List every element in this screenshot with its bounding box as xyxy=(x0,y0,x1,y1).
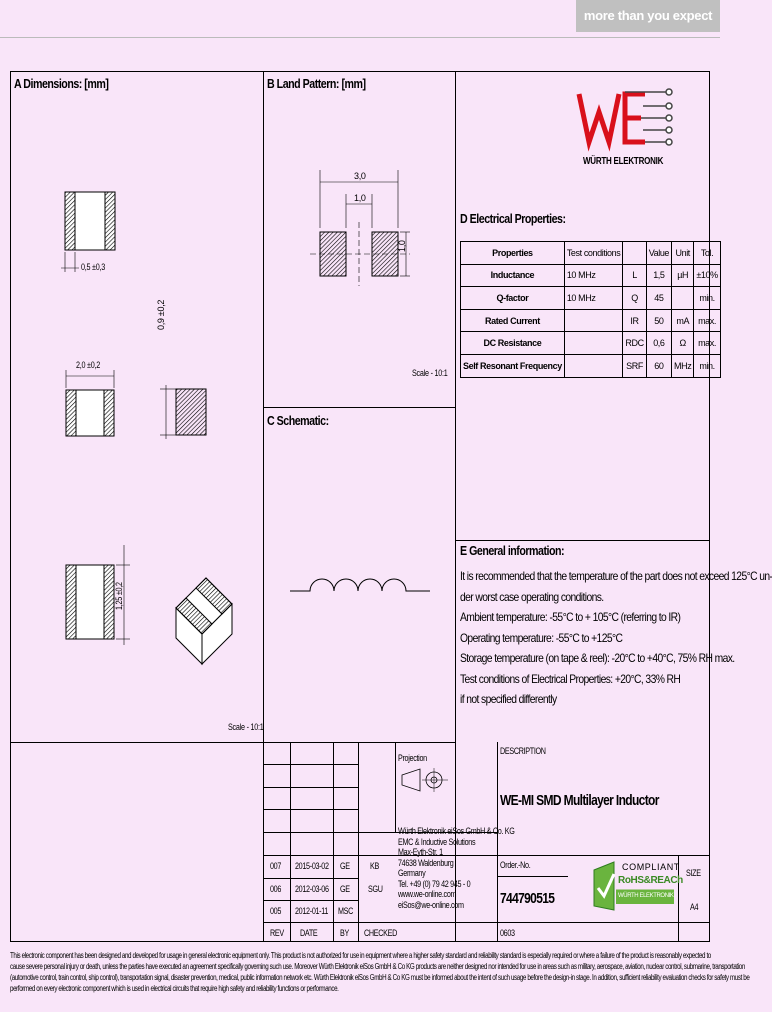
header-symbol xyxy=(623,242,646,265)
header-value: Value xyxy=(646,242,671,265)
tb-row-line xyxy=(263,809,358,810)
size-code: A4 xyxy=(690,902,699,912)
divider-d-e xyxy=(455,540,710,541)
rev-checked: SGU xyxy=(368,884,383,894)
rev-header: BY xyxy=(340,928,349,938)
rev-header: REV xyxy=(270,928,284,938)
section-general-title: E General information: xyxy=(460,543,565,558)
rev-date: 2015-03-02 xyxy=(295,861,329,871)
rev-date: 2012-01-11 xyxy=(295,906,329,916)
section-dimensions-title: A Dimensions: [mm] xyxy=(14,76,109,91)
disclaimer-line: This electronic component has been designed and developed for usage in general electronic equipment only. This product is not authorized for use in equipment where a higher safety standard and reliability standard is especially required or where a failure of the product is reasonably expected to xyxy=(10,951,711,960)
size-label: SIZE xyxy=(686,868,701,878)
rev-number: 006 xyxy=(270,884,282,894)
disclaimer-block xyxy=(10,950,750,994)
rev-by: GE xyxy=(340,884,350,894)
cell-value: 45 xyxy=(646,287,671,310)
header-test-conditions: Test conditions xyxy=(564,242,623,265)
dimension-drawing-bottom xyxy=(60,545,140,645)
cell-value: 1,5 xyxy=(646,264,671,287)
cell-condition xyxy=(564,354,623,377)
projection-symbol-icon xyxy=(400,765,450,795)
cell-unit: Ω xyxy=(672,332,694,355)
divider-titleblock xyxy=(10,742,456,743)
cell-property: Q-factor xyxy=(461,287,565,310)
cell-condition: 10 MHz xyxy=(564,264,623,287)
logo-brand-text: WÜRTH ELEKTRONIK xyxy=(583,156,664,167)
land-label-total: 3,0 xyxy=(354,171,366,181)
description-label: DESCRIPTION xyxy=(500,746,546,756)
rev-number: 007 xyxy=(270,861,282,871)
disclaimer-line: (automotive control, train control, ship control), transportation signal, disaster prevention, medical, public information network etc. Würth Elektronik eiSos GmbH & Co KG must be informed about the intent of such usage before the design-in stage. In addition, sufficient reliability evaluation checks for safety must be xyxy=(10,973,750,982)
order-label: Order.-No. xyxy=(500,860,531,870)
dim-label-length: 2,0 ±0,2 xyxy=(76,360,101,370)
disclaimer-line: cause severe personal injury or death, unless the parties have executed an agreement specifically governing such use. Moreover Würth Elektronik eiSos GmbH & Co KG products are neither designed nor intended for use in areas such as military, aerospace, aviation, nuclear control, submarine, transportation xyxy=(10,962,745,971)
table-row xyxy=(461,309,721,332)
cell-tolerance: max. xyxy=(694,309,720,332)
address-line: Max-Eyth-Str. 1 xyxy=(398,847,443,857)
cell-property: Self Resonant Frequency xyxy=(461,354,565,377)
cell-property: Rated Current xyxy=(461,309,565,332)
cell-symbol: L xyxy=(623,264,646,287)
tb-col-line xyxy=(395,742,396,832)
cell-symbol: Q xyxy=(623,287,646,310)
dim-scale-label: Scale - 10:1 xyxy=(228,722,264,732)
address-line: Tel. +49 (0) 79 42 945 - 0 xyxy=(398,878,471,889)
cell-value: 50 xyxy=(646,309,671,332)
rev-date: 2012-03-06 xyxy=(295,884,329,894)
land-pattern-drawing xyxy=(310,170,420,290)
general-info-line: Ambient temperature: -55°C to + 105°C (referring to IR) xyxy=(460,610,681,624)
general-info-line: Test conditions of Electrical Properties: +20°C, 33% RH xyxy=(460,671,681,686)
dim-label-height: 0,9 ±0,2 xyxy=(156,299,166,330)
cell-condition xyxy=(564,332,623,355)
general-info-line: der worst case operating conditions. xyxy=(460,589,604,604)
address-line: 74638 Waldenburg xyxy=(398,857,454,868)
cell-value: 0,6 xyxy=(646,332,671,355)
divider-b-c xyxy=(263,407,455,408)
address-line: www.we-online.com xyxy=(398,889,457,899)
cell-condition xyxy=(564,309,623,332)
wurth-logo-icon xyxy=(575,82,685,154)
general-info-line: if not specified differently xyxy=(460,692,557,706)
rev-header: CHECKED xyxy=(364,928,397,938)
address-line: Würth Elektronik eiSos GmbH & Co. KG xyxy=(398,826,515,836)
rohs-label: RoHS&REACh xyxy=(618,875,683,886)
land-label-height: 1,0 xyxy=(397,240,407,252)
table-row xyxy=(461,354,721,377)
header-properties: Properties xyxy=(461,242,565,265)
cell-unit: µH xyxy=(672,264,694,287)
table-row xyxy=(461,264,721,287)
tagline-banner: more than you expect xyxy=(576,0,720,32)
tb-row-line xyxy=(263,764,358,765)
cell-tolerance: ±10% xyxy=(694,264,720,287)
cell-symbol: SRF xyxy=(623,354,646,377)
dimension-drawing-side xyxy=(160,385,220,445)
section-land-pattern-title: B Land Pattern: [mm] xyxy=(267,76,366,91)
disclaimer-line: performed on every electronic component which is used in electrical circuits that require high safety and reliability functions or performance. xyxy=(10,984,339,993)
electrical-properties-table xyxy=(460,241,721,378)
cell-value: 60 xyxy=(646,354,671,377)
rev-by: GE xyxy=(340,861,350,871)
rohs-sub-label: WÜRTH ELEKTRONIK xyxy=(618,893,674,899)
size-value: 0603 xyxy=(500,928,515,938)
table-row xyxy=(461,332,721,355)
cell-tolerance: min. xyxy=(694,354,720,377)
section-electrical-title: D Electrical Properties: xyxy=(460,211,566,226)
product-title: WE-MI SMD Multilayer Inductor xyxy=(500,792,659,809)
general-info-block xyxy=(460,566,772,710)
tb-row-line xyxy=(263,900,358,901)
cell-unit xyxy=(672,287,694,310)
header-divider xyxy=(0,37,720,38)
tb-col-line xyxy=(263,742,264,942)
general-info-line: Operating temperature: -55°C to +125°C xyxy=(460,630,623,645)
address-line: Germany xyxy=(398,868,426,878)
table-row xyxy=(461,287,721,310)
tb-row-line xyxy=(263,787,358,788)
cell-symbol: RDC xyxy=(623,332,646,355)
cell-tolerance: min. xyxy=(694,287,720,310)
dimension-drawing-middle xyxy=(60,370,130,440)
cell-symbol: IR xyxy=(623,309,646,332)
dim-label-width: 1,25 ±0,2 xyxy=(114,582,124,610)
company-address xyxy=(398,826,515,910)
section-schematic-title: C Schematic: xyxy=(267,413,329,428)
cell-property: Inductance xyxy=(461,264,565,287)
land-scale-label: Scale - 10:1 xyxy=(412,368,448,378)
tb-col-line xyxy=(358,742,359,942)
tb-col-line xyxy=(290,742,291,942)
inductor-symbol-icon xyxy=(290,565,430,605)
table-header-row xyxy=(461,242,721,265)
cell-unit: MHz xyxy=(672,354,694,377)
compliant-label: COMPLIANT xyxy=(622,862,680,872)
divider-b-d xyxy=(455,71,456,942)
rev-by: MSC xyxy=(338,906,354,916)
rev-number: 005 xyxy=(270,906,282,916)
cell-property: DC Resistance xyxy=(461,332,565,355)
tb-row-line xyxy=(263,878,358,879)
header-tolerance: Tol. xyxy=(694,242,720,265)
rev-checked: KB xyxy=(370,861,379,871)
land-label-gap: 1,0 xyxy=(354,193,366,203)
general-info-line: It is recommended that the temperature of the part does not exceed 125°C un- xyxy=(460,569,772,583)
order-number: 744790515 xyxy=(500,890,555,907)
dim-label-terminal: 0,5 ±0,3 xyxy=(81,262,106,272)
general-info-line: Storage temperature (on tape & reel): -20°C to +40°C, 75% RH max. xyxy=(460,651,735,665)
cell-tolerance: max. xyxy=(694,332,720,355)
address-line: eiSos@we-online.com xyxy=(398,899,464,910)
component-3d-view xyxy=(172,568,242,668)
cell-condition: 10 MHz xyxy=(564,287,623,310)
address-line: EMC & Inductive Solutions xyxy=(398,836,476,847)
header-unit: Unit xyxy=(672,242,694,265)
cell-unit: mA xyxy=(672,309,694,332)
projection-label: Projection xyxy=(398,753,427,763)
rev-header: DATE xyxy=(300,928,318,938)
tb-row-line xyxy=(263,922,710,923)
tb-col-line xyxy=(333,742,334,942)
